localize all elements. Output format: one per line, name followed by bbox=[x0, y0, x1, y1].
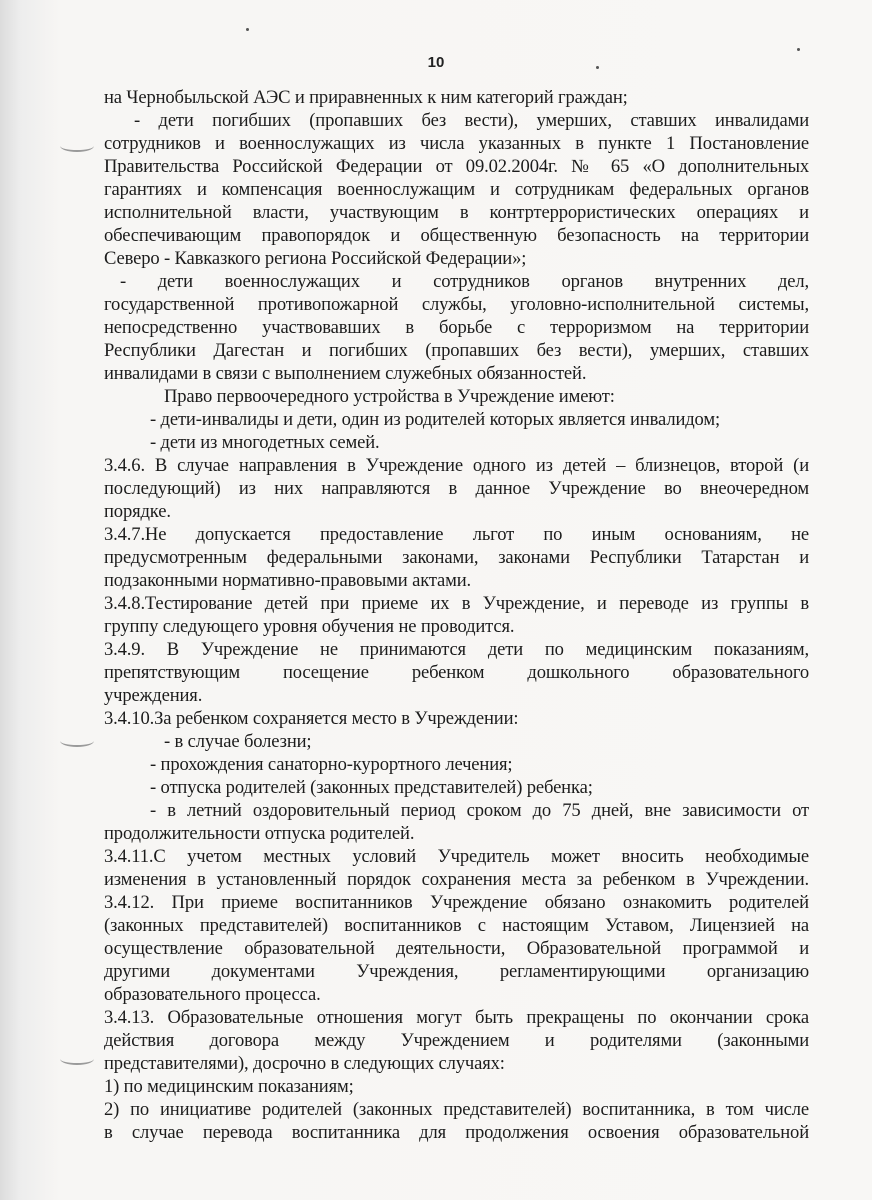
punch-hole-mark bbox=[60, 1053, 94, 1065]
text-line: - в летний оздоровительный период сроком до 75 дней, вне зависимости от bbox=[150, 800, 809, 821]
text-line: - в случае болезни; bbox=[164, 731, 312, 752]
text-line: осуществление образовательной деятельности, Образовательной программой и bbox=[104, 938, 809, 959]
text-line: сотрудников и военнослужащих из числа указанных в пункте 1 Постановление bbox=[104, 133, 809, 154]
text-line: Республики Дагестан и погибших (пропавших без вести), умерших, ставших bbox=[104, 340, 809, 361]
text-line: гарантиях и компенсация военнослужащим и сотрудникам федеральных органов bbox=[104, 179, 809, 200]
text-line: группу следующего уровня обучения не проводится. bbox=[104, 616, 515, 637]
text-line: 1) по медицинским показаниям; bbox=[104, 1076, 354, 1097]
text-line: 3.4.10.За ребенком сохраняется место в Учреждении: bbox=[104, 708, 519, 729]
text-line: препятствующим посещение ребенком дошкольного образовательного bbox=[104, 662, 809, 683]
text-line: 3.4.11.С учетом местных условий Учредитель может вносить необходимые bbox=[104, 846, 809, 867]
text-line: непосредственно участвовавших в борьбе с терроризмом на территории bbox=[104, 317, 809, 338]
text-line: 3.4.12. При приеме воспитанников Учреждение обязано ознакомить родителей bbox=[104, 892, 809, 913]
text-line: другими документами Учреждения, регламентирующими организацию bbox=[104, 961, 809, 982]
text-line: 3.4.13. Образовательные отношения могут быть прекращены по окончании срока bbox=[104, 1007, 809, 1028]
scan-speck bbox=[797, 48, 800, 51]
text-line: государственной противопожарной службы, уголовно-исполнительной системы, bbox=[104, 294, 809, 315]
text-line: инвалидами в связи с выполнением служебных обязанностей. bbox=[104, 363, 587, 384]
text-line: 3.4.9. В Учреждение не принимаются дети по медицинским показаниям, bbox=[104, 639, 809, 660]
text-line: изменения в установленный порядок сохранения места за ребенком в Учреждении. bbox=[104, 869, 809, 890]
text-line: - дети из многодетных семей. bbox=[150, 432, 380, 453]
text-line: Правительства Российской Федерации от 09.02.2004г. № 65 «О дополнительных bbox=[104, 156, 809, 177]
text-line: 3.4.7.Не допускается предоставление льгот по иным основаниям, не bbox=[104, 524, 809, 545]
text-line: учреждения. bbox=[104, 685, 203, 706]
text-line: последующий) из них направляются в данное Учреждение во внеочередном bbox=[104, 478, 809, 499]
text-line: Северо - Кавказкого региона Российской Федерации»; bbox=[104, 248, 527, 269]
scan-speck bbox=[246, 28, 249, 31]
text-line: продолжительности отпуска родителей. bbox=[104, 823, 415, 844]
text-line: подзаконными нормативно-правовыми актами. bbox=[104, 570, 472, 591]
text-line: представителями), досрочно в следующих случаях: bbox=[104, 1053, 505, 1074]
text-line: - дети погибших (пропавших без вести), умерших, ставших инвалидами bbox=[134, 110, 809, 131]
text-line: образовательного процесса. bbox=[104, 984, 321, 1005]
text-line: обеспечивающим правопорядок и общественную безопасность на территории bbox=[104, 225, 809, 246]
text-line: предусмотренным федеральными законами, законами Республики Татарстан и bbox=[104, 547, 809, 568]
text-line: - отпуска родителей (законных представителей) ребенка; bbox=[150, 777, 593, 798]
punch-hole-mark bbox=[60, 735, 94, 747]
text-line: (законных представителей) воспитанников с настоящим Уставом, Лицензией на bbox=[104, 915, 809, 936]
text-line: в случае перевода воспитанника для продолжения освоения образовательной bbox=[104, 1122, 809, 1143]
text-line: 3.4.8.Тестирование детей при приеме их в Учреждение, и переводе из группы в bbox=[104, 593, 809, 614]
punch-hole-mark bbox=[60, 140, 94, 152]
text-line: исполнительной власти, участвующим в контртеррористических операциях и bbox=[104, 202, 809, 223]
text-line: 2) по инициативе родителей (законных представителей) воспитанника, в том числе bbox=[104, 1099, 809, 1120]
text-line: на Чернобыльской АЭС и приравненных к ним категорий граждан; bbox=[104, 87, 628, 108]
text-line: - прохождения санаторно-курортного лечения; bbox=[150, 754, 513, 775]
text-line: Право первоочередного устройства в Учреждение имеют: bbox=[164, 386, 615, 407]
text-line: действия договора между Учреждением и родителями (законными bbox=[104, 1030, 809, 1051]
text-line: - дети военнослужащих и сотрудников органов внутренних дел, bbox=[120, 271, 809, 292]
text-line: 3.4.6. В случае направления в Учреждение одного из детей – близнецов, второй (и bbox=[104, 455, 809, 476]
page-number: 10 bbox=[427, 54, 445, 71]
text-line: - дети-инвалиды и дети, один из родителей которых является инвалидом; bbox=[150, 409, 720, 430]
document-body bbox=[104, 86, 809, 1144]
text-line: порядке. bbox=[104, 501, 171, 522]
